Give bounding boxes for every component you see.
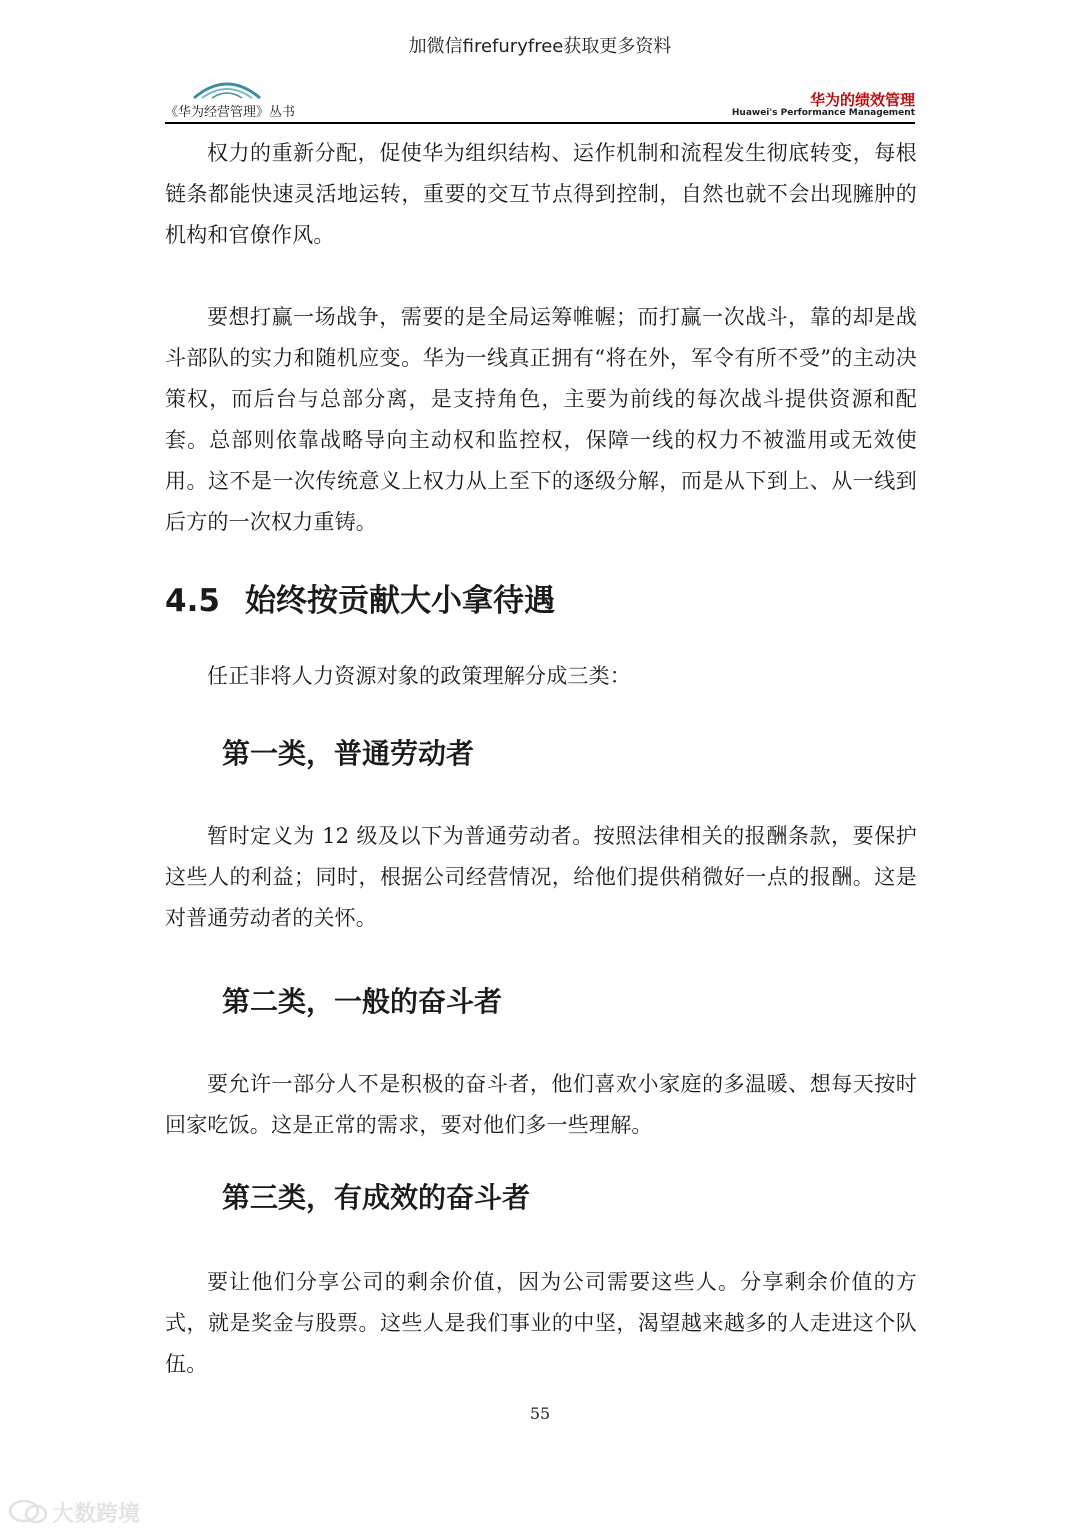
top-watermark: 加微信firefuryfree获取更多资料 (408, 36, 672, 57)
paragraph: 权力的重新分配，促使华为组织结构、运作机制和流程发生彻底转变，每根链条都能快速灵活地运转，重要的交互节点得到控制，自然也就不会出现臃肿的机构和官僚作风。 (165, 141, 917, 247)
subheading: 第三类，有成效的奋斗者 (222, 1181, 531, 1214)
subheading: 第一类，普通劳动者 (222, 737, 475, 770)
subheading: 第二类，一般的奋斗者 (222, 985, 503, 1018)
paragraph: 要想打赢一场战争，需要的是全局运筹帷幄；而打赢一次战斗，靠的却是战斗部队的实力和随机应变。华为一线真正拥有“将在外，军令有所不受”的主动决策权，而后台与总部分离，是支持角色，主要为前线的每次战斗提供资源和配套。总部则依靠战略导向主动权和监控权，保障一线的权力不被滥用或无效使用。这不是一次传统意义上权力从上至下的逐级分解，而是从下到上、从一线到后方的一次权力重铸。 (165, 305, 917, 534)
paragraph: 要允许一部分人不是积极的奋斗者，他们喜欢小家庭的多温暖、想每天按时回家吃饭。这是正常的需求，要对他们多一些理解。 (165, 1072, 917, 1137)
page-content (165, 133, 917, 1385)
mountain-arc-logo-icon (192, 76, 262, 100)
corner-watermark-text: 大数跨境 (52, 1502, 141, 1527)
paragraph: 暂时定义为 12 级及以下为普通劳动者。按照法律相关的报酬条款，要保护这些人的利益；同时，根据公司经营情况，给他们提供稍微好一点的报酬。这是对普通劳动者的关怀。 (165, 824, 917, 930)
paragraph: 任正非将人力资源对象的政策理解分成三类： (207, 664, 631, 688)
series-label: 《华为经营管理》丛书 (165, 105, 296, 120)
paragraph: 要让他们分享公司的剩余价值，因为公司需要这些人。分享剩余价值的方式，就是奖金与股票。这些人是我们事业的中坚，渴望越来越多的人走进这个队伍。 (165, 1270, 917, 1376)
book-title: 华为的绩效管理 (809, 91, 915, 109)
page-number: 55 (529, 1404, 551, 1423)
section-title: 始终按贡献大小拿待遇 (245, 583, 555, 619)
corner-watermark (8, 1497, 140, 1528)
section-heading (165, 581, 917, 621)
chat-bubble-icon (8, 1499, 48, 1527)
section-number: 4.5 (165, 583, 220, 619)
book-subtitle: Huawei's Performance Management (731, 108, 915, 118)
header-divider (165, 122, 915, 124)
